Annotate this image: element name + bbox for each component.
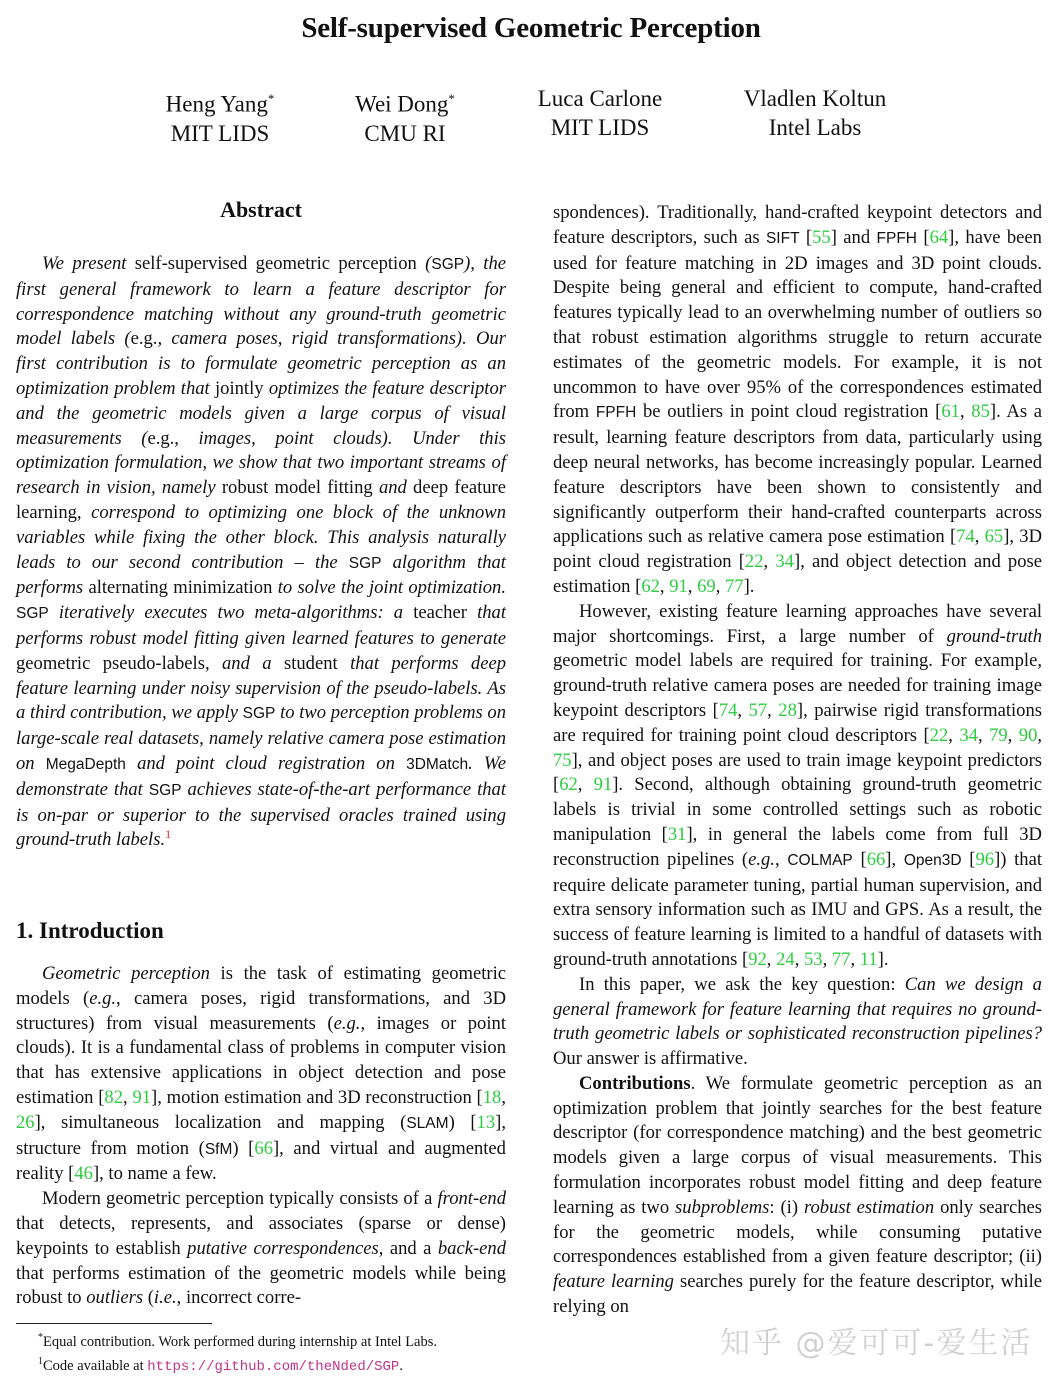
watermark: 知乎 @爱可可-爱生活 [720, 1326, 1033, 1361]
footnote-rule [16, 1323, 212, 1324]
abstract-heading: Abstract [220, 197, 302, 222]
equal-contribution-mark: * [448, 91, 455, 106]
author-affiliation: CMU RI [364, 120, 446, 146]
author-affiliation: MIT LIDS [550, 115, 650, 140]
author-block [520, 84, 680, 142]
author-affiliation: MIT LIDS [170, 120, 270, 146]
equal-contribution-mark: * [267, 91, 275, 106]
section-heading-introduction: 1. Introduction [16, 918, 164, 943]
author-block [150, 84, 290, 148]
introduction-body-right: spondences). Traditionally, hand-crafted keypoint detectors and feature descriptors, such as SIFT [55] and FPFH [64], have been used for feature matching in 2D images and 3D point clouds. Despite being general and efficient to compute, hand-crafted features typically lead to an overwhelming number of outliers so that robust estimation algorithms struggle to return accurate estimates of the geometric models. For example, it is not uncommon to have over 95% of the correspondences estimated from FPFH be outliers in point cloud registration [61, 85]. As a result, learning feature descriptors from data, particularly using deep neural networks, has become increasingly popular. Learned feature descriptors have been shown to consistently and significantly outperform their hand-crafted counterparts across applications such as relative camera pose estimation [74, 65], 3D point cloud registration [22, 34], and object detection and pose estimation [62, 91, 69, 77]. However, existing feature learning approaches have several major shortcomings. First, a large number of ground-truth geometric model labels are required for training. For example, ground-truth relative camera poses are needed for training image keypoint descriptors [74, 57, 28], pairwise rigid transformations are required for training point cloud descriptors [22, 34, 79, 90, 75], and object poses are used to train image keypoint predictors [62, 91]. Second, although obtaining ground-truth geometric labels is trivial in some controlled settings such as robotic manipulation [31], in general the labels come from full 3D reconstruction pipelines (e.g., COLMAP [66], Open3D [96]) that require delicate parameter tuning, partial human supervision, and extra sensory information such as IMU and GPS. As a result, the success of feature learning is limited to a handful of datasets with ground-truth annotations [92, 24, 53, 77, 11]. In this paper, we ask the key question: Can we design a general framework for feature learning that requires no ground-truth geometric labels or sophisticated reconstruction pipelines? Our answer is affirmative. Contributions. We formulate geometric perception as an optimization problem that jointly searches for the best feature descriptor (for correspondence matching) and the best geometric models given a large corpus of visual measurements. This formulation incorporates robust model fitting and deep feature learning as two subproblems: (i) robust estimation only searches for the geometric models, while consuming putative correspondences established from a given feature descriptor; (ii) feature learning searches purely for the feature descriptor, while relying on [553, 202, 1043, 1318]
author-block [730, 84, 900, 142]
author-name: Luca Carlone [537, 86, 663, 111]
footnote-equal-contribution: *Equal contribution. Work performed during internship at Intel Labs. [38, 1332, 437, 1350]
author-block [335, 84, 475, 148]
author-name: Wei Dong [355, 91, 449, 117]
author-name: Heng Yang [165, 91, 268, 117]
abstract-body: We present self-supervised geometric perception (SGP), the first general framework to learn a feature descriptor for correspondence matching without any ground-truth geometric model labels (e.g., camera poses, rigid transformations). Our first contribution is to formulate geometric perception as an optimization problem that jointly optimizes the feature descriptor and the geometric models given a large corpus of visual measurements (e.g., images, point clouds). Under this optimization formulation, we show that two important streams of research in vision, namely robust model fitting and deep feature learning, correspond to optimizing one block of the unknown variables while fixing the other block. This analysis naturally leads to our second contribution – the SGP algorithm that performs alternating minimization to solve the joint optimization. SGP iteratively executes two meta-algorithms: a teacher that performs robust model fitting given learned features to generate geometric pseudo-labels, and a student that performs deep feature learning under noisy supervision of the pseudo-labels. As a third contribution, we apply SGP to two perception problems on large-scale real datasets, namely relative camera pose estimation on MegaDepth and point cloud registration on 3DMatch. We demonstrate that SGP achieves state-of-the-art performance that is on-par or superior to the supervised oracles trained using ground-truth labels.$^1$ [16, 253, 507, 851]
author-name: Vladlen Koltun [743, 86, 887, 111]
code-link[interactable]: https://github.com/theNded/SGP [147, 1358, 400, 1375]
introduction-body-left: Geometric perception is the task of estimating geometric models (e.g., camera poses, rigid transformations, and 3D structures) from visual measurements (e.g., images or point clouds). It is a fundamental class of problems in computer vision that has extensive applications in object detection and pose estimation [82, 91], motion estimation and 3D reconstruction [18, 26], simultaneous localization and mapping (SLAM) [13], structure from motion (SfM) [66], and virtual and augmented reality [46], to name a few. Modern geometric perception typically consists of a front-end that detects, represents, and associates (sparse or dense) keypoints to establish putative correspondences, and a back-end that performs estimation of the geometric models while being robust to outliers (i.e., incorrect corre- [16, 963, 506, 1309]
paper-title: Self-supervised Geometric Perception [301, 12, 761, 44]
footnote-code: $^1$Code available at https://github.com/theNded/SGP. [38, 1355, 403, 1375]
footnotes [38, 1328, 518, 1377]
author-affiliation: Intel Labs [768, 115, 862, 140]
